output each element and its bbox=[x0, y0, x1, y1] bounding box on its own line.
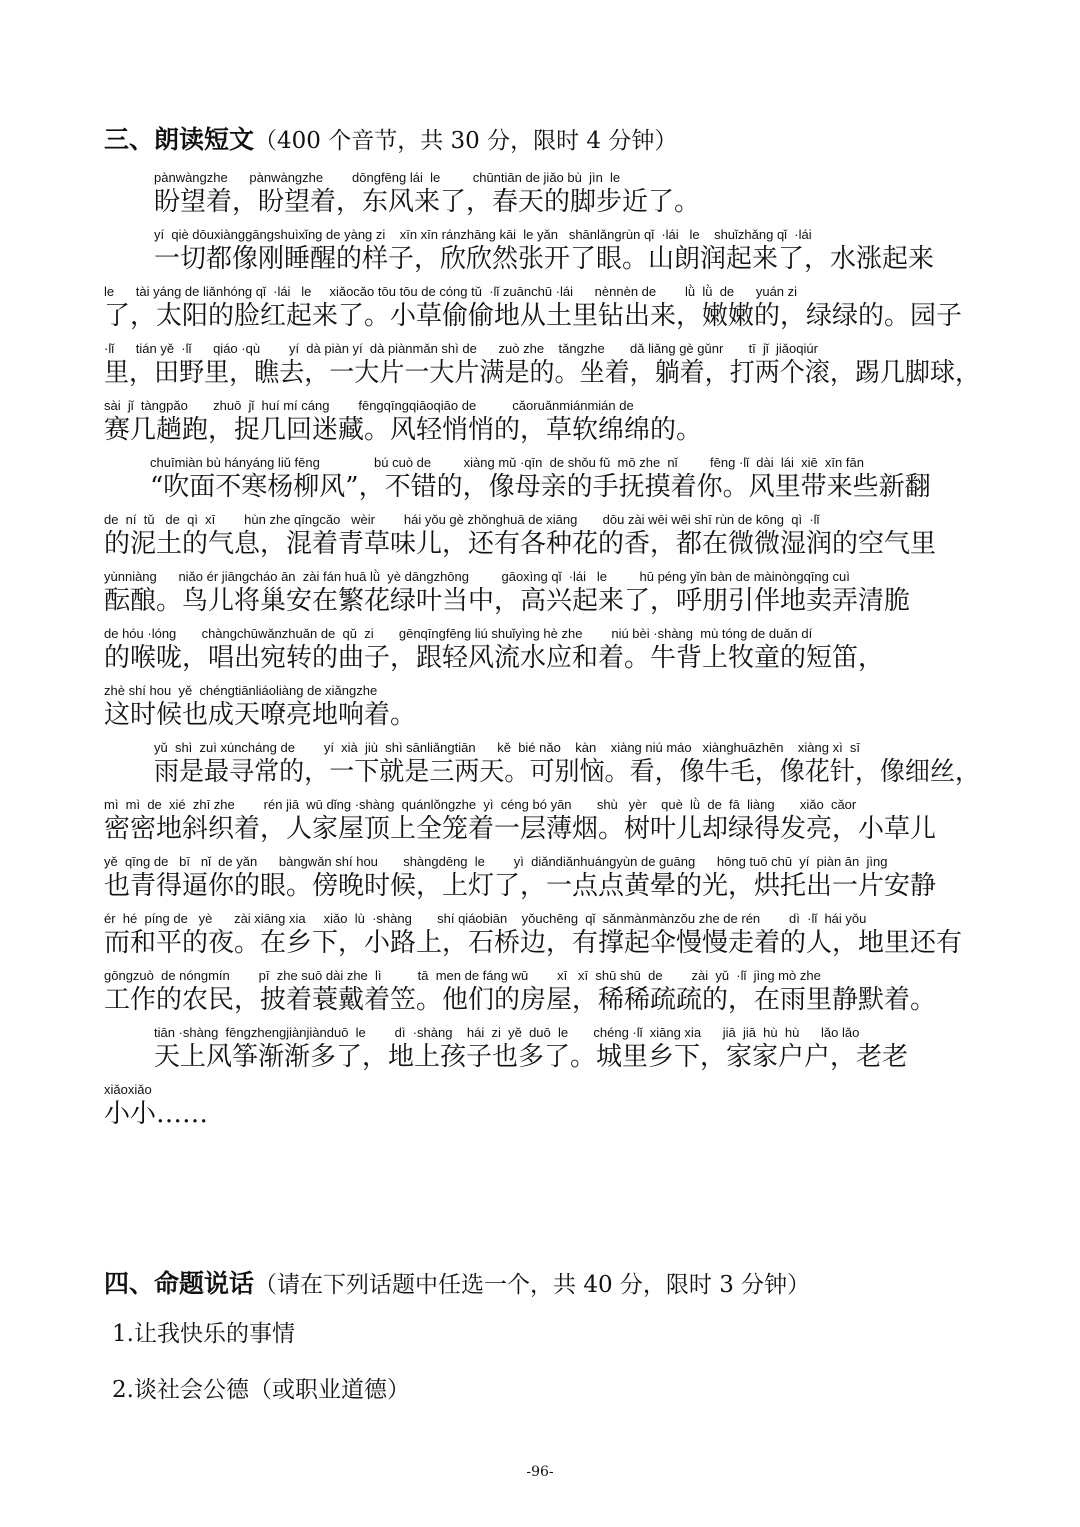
pinyin-row: yǔ shì zuì xúncháng de yí xià jiù shì sānliǎngtiān kě bié nǎo kàn xiàng niú máo xiànghuāzhēn xiàng xì sī bbox=[154, 740, 861, 755]
pinyin-row: sài jǐ tàngpǎo zhuō jǐ huí mí cáng fēngqīngqiāoqiāo de cǎoruǎnmiánmián de bbox=[104, 398, 634, 413]
hanzi-row: 小小…… bbox=[104, 1099, 209, 1129]
hanzi-row: 密密地斜织着，人家屋顶上全笼着一层薄烟。树叶儿却绿得发亮，小草儿 bbox=[104, 814, 937, 844]
hanzi-row: 天上风筝渐渐多了，地上孩子也多了。城里乡下，家家户户，老老 bbox=[154, 1042, 909, 1072]
section-4-label: 四、命题说话 bbox=[104, 1269, 255, 1298]
topic-item: 1.让我快乐的事情 bbox=[112, 1321, 295, 1347]
hanzi-row: 这时候也成天嘹亮地响着。 bbox=[104, 700, 417, 730]
pinyin-row: de hóu ·lóng chàngchūwǎnzhuǎn de qǔ zi gēnqīngfēng liú shuǐyìng hè zhe niú bèi ·shàng mù tóng de duǎn dí bbox=[104, 626, 813, 641]
pinyin-row: yě qīng de bī nǐ de yǎn bàngwǎn shí hou shàngdēng le yì diǎndiǎnhuángyùn de guāng hōng tuō chū yí piàn ān jìng bbox=[104, 854, 888, 869]
topic-item: 2.谈社会公德（或职业道德） bbox=[112, 1377, 410, 1403]
section-4-heading bbox=[104, 1264, 810, 1300]
section-4-note: （请在下列话题中任选一个，共 40 分，限时 3 分钟） bbox=[254, 1272, 811, 1298]
hanzi-row: 的泥土的气息，混着青草味儿，还有各种花的香，都在微微湿润的空气里 bbox=[104, 529, 937, 559]
pinyin-row: gōngzuò de nóngmín pī zhe suō dài zhe lì tā men de fáng wū xī xī shū shū de zài yǔ ·lǐ jìng mò zhe bbox=[104, 968, 821, 983]
hanzi-row: 的喉咙，唱出宛转的曲子，跟轻风流水应和着。牛背上牧童的短笛， bbox=[104, 643, 885, 673]
page-number: -96- bbox=[526, 1464, 554, 1480]
hanzi-row: 里，田野里，瞧去，一大片一大片满是的。坐着，躺着，打两个滚，踢几脚球， bbox=[104, 358, 981, 388]
hanzi-row: 也青得逼你的眼。傍晚时候，上灯了，一点点黄晕的光，烘托出一片安静 bbox=[104, 871, 937, 901]
pinyin-row: de ní tǔ de qì xī hùn zhe qīngcǎo wèir hái yǒu gè zhǒnghuā de xiāng dōu zài wēi wēi shī rùn de kōng qì ·lǐ bbox=[104, 512, 820, 527]
hanzi-row: 盼望着，盼望着，东风来了，春天的脚步近了。 bbox=[154, 187, 701, 217]
section-3-label: 三、朗读短文 bbox=[104, 125, 255, 154]
section-3-note: （400 个音节，共 30 分，限时 4 分钟） bbox=[254, 128, 678, 154]
pinyin-row: tiān ·shàng fēngzhengjiànjiànduō le dì ·shàng hái zi yě duō le chéng ·lǐ xiāng xia jiā jiā hù hù lǎo lǎo bbox=[154, 1025, 860, 1040]
hanzi-row: 雨是最寻常的，一下就是三两天。可别恼。看，像牛毛，像花针，像细丝， bbox=[154, 757, 981, 787]
pinyin-row: yùnniàng niǎo ér jiāngcháo ān zài fán huā lǜ yè dāngzhōng gāoxìng qǐ ·lái le hū péng yǐn bàn de màinòngqīng cuì bbox=[104, 569, 850, 584]
hanzi-row: 了，太阳的脸红起来了。小草偷偷地从土里钻出来，嫩嫩的，绿绿的。园子 bbox=[104, 301, 963, 331]
hanzi-row: “吹面不寒杨柳风”，不错的，像母亲的手抚摸着你。风里带来些新翻 bbox=[150, 472, 931, 502]
pinyin-row: ér hé píng de yè zài xiāng xia xiǎo lù ·shàng shí qiáobiān yǒuchēng qǐ sǎnmànmànzǒu zhe de rén dì ·lǐ hái yǒu bbox=[104, 911, 867, 926]
section-3-heading bbox=[104, 120, 677, 156]
pinyin-row: ·lǐ tián yě ·lǐ qiáo ·qù yí dà piàn yí dà piànmǎn shì de zuò zhe tǎngzhe dǎ liǎng gè gǔnr tī jǐ jiǎoqiúr bbox=[104, 341, 818, 356]
pinyin-row: yí qiè dōuxiànggāngshuìxǐng de yàng zi xīn xīn ránzhāng kāi le yǎn shānlǎngrùn qǐ ·lái le shuǐzhǎng qǐ ·lái bbox=[154, 227, 812, 242]
pinyin-row: zhè shí hou yě chéngtiānliáoliàng de xiǎngzhe bbox=[104, 683, 378, 698]
hanzi-row: 工作的农民，披着蓑戴着笠。他们的房屋，稀稀疏疏的，在雨里静默着。 bbox=[104, 985, 937, 1015]
hanzi-row: 而和平的夜。在乡下，小路上，石桥边，有撑起伞慢慢走着的人，地里还有 bbox=[104, 928, 963, 958]
hanzi-row: 一切都像刚睡醒的样子，欣欣然张开了眼。山朗润起来了，水涨起来 bbox=[154, 244, 935, 274]
hanzi-row: 酝酿。鸟儿将巢安在繁花绿叶当中，高兴起来了，呼朋引伴地卖弄清脆 bbox=[104, 586, 911, 616]
pinyin-row: chuīmiàn bù hányáng liǔ fēng bú cuò de xiàng mǔ ·qīn de shǒu fǔ mō zhe nǐ fēng ·lǐ dài lái xiē xīn fān bbox=[150, 455, 864, 470]
pinyin-row: xiǎoxiǎo bbox=[104, 1082, 152, 1097]
pinyin-row: le tài yáng de liǎnhóng qǐ ·lái le xiǎocǎo tōu tōu de cóng tǔ ·lǐ zuānchū ·lái nènnèn de lǜ lǜ de yuán zi bbox=[104, 284, 798, 299]
hanzi-row: 赛几趟跑，捉几回迷藏。风轻悄悄的，草软绵绵的。 bbox=[104, 415, 703, 445]
pinyin-row: mì mì de xié zhī zhe rén jiā wū dǐng ·shàng quánlǒngzhe yì céng bó yān shù yèr què lǜ de fā liàng xiǎo cǎor bbox=[104, 797, 857, 812]
pinyin-row: pànwàngzhe pànwàngzhe dōngfēng lái le chūntiān de jiǎo bù jìn le bbox=[154, 170, 621, 185]
